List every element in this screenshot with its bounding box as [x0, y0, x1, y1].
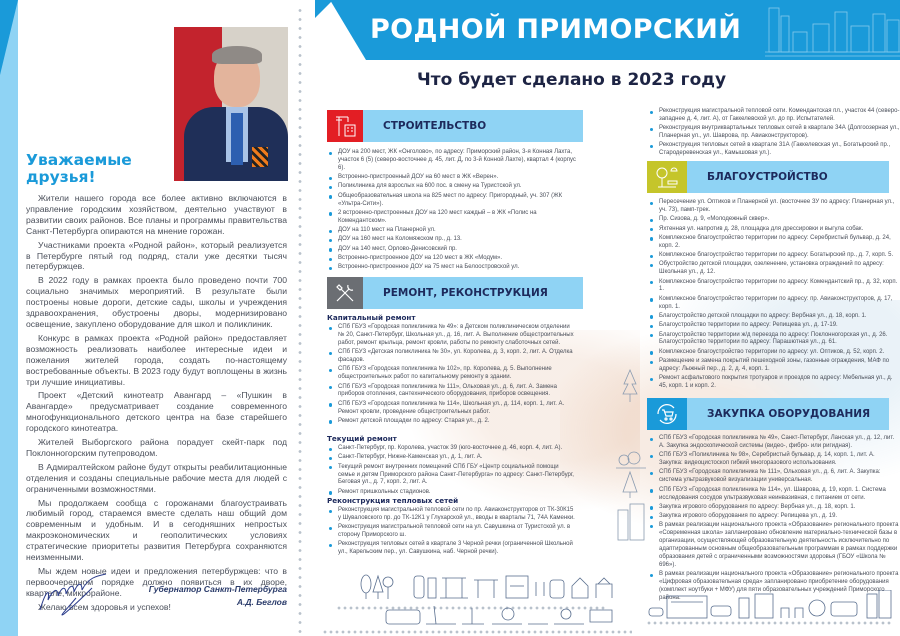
- city-street-right-icon: [645, 590, 900, 620]
- subheading-capital-repair: Капитальный ремонт: [327, 313, 416, 322]
- signature-role: Губернатор Санкт-Петербурга: [148, 584, 287, 594]
- list-item: Комплексное благоустройство территории по адресу: Богатырский пр., д. 7, корп. 5.: [648, 252, 900, 260]
- list-item: Комплексное благоустройство территории по адресу: Серебристый бульвар, д. 24, корп. 2.: [648, 235, 900, 251]
- list-item: Реконструкция тепловых сетей в квартале 31А (Гаккелевская ул., Богатырский пр., Стародеревенская ул., Камышовая ул.).: [648, 142, 900, 158]
- list-item: Реконструкция магистральной тепловой сети по пр. Авиаконструкторов от ТК-30К15 у Шуваловского пр. до ТК-12К1 у Глухарской ул., вводы в кварталы 71, 74А Каменки.: [327, 507, 577, 523]
- section-title: СТРОИТЕЛЬСТВО: [383, 120, 487, 132]
- left-stripe-accent: [0, 0, 18, 75]
- trees-buildings-icon: [610, 360, 650, 550]
- signature-name: А.Д. Беглов: [236, 597, 287, 607]
- page-title: РОДНОЙ ПРИМОРСКИЙ: [370, 14, 742, 45]
- section-header-improvement: [647, 161, 889, 193]
- list-item: СПб ГБУЗ «Городская поликлиника № 102», пр. Королева, д. 5. Выполнение общестроительных работ по капитальному ремонту в здании.: [327, 366, 577, 382]
- list-item: Поликлиника для взрослых на 600 пос. в смену на Туристской ул.: [327, 183, 577, 191]
- subheading-current-repair: Текущий ремонт: [327, 434, 397, 443]
- list-item: Встроенно-пристроенный ДОУ на 60 мест в ЖК «Верен».: [327, 174, 577, 182]
- letter-paragraph: Жителей Выборгского района порадует скейт-парк под Поклонногорским путепроводом.: [26, 437, 287, 458]
- improvement-list: [648, 199, 900, 392]
- dotted-divider: [297, 6, 303, 636]
- letter-paragraph: Участниками проекта «Родной район», который реализуется в Петербурге пятый год подряд, стали уже десятки тысяч петербуржцев.: [26, 239, 287, 272]
- list-item: Встроенно-пристроенное ДОУ на 75 мест на Белоостровской ул.: [327, 264, 577, 272]
- list-item: СПб ГБУЗ «Городская поликлиника № 111», Ольховая ул., д. 6, лит. А. Замена приборов отопления, сантехнического оборудования, приборов освещения.: [327, 384, 577, 400]
- list-item: СПб ГБУЗ «Городская поликлиника № 49», Санкт-Петербург, Ланская ул., д. 12, лит. А. Закупка эндоскопической системы (видео-, фибро- или ригидная).: [648, 435, 900, 451]
- list-item: Реконструкция магистральной тепловой сети на ул. Савушкина от Туристской ул. в сторону Приморского ш.: [327, 524, 577, 540]
- letter-paragraph: Жители нашего города все более активно включаются в управление городским хозяйством, деятельно участвуют в развитии своих районов. Все планы и программы правительства Санкт-Петербурга опираются на мнение горожан.: [26, 193, 287, 236]
- section-header-equipment: [647, 398, 889, 430]
- current-repair-list: [327, 445, 577, 498]
- page-subtitle: Что будет сделано в 2023 году: [417, 70, 727, 90]
- letter-paragraph: Мы продолжаем сообща с горожанами благоустраивать любимый город, стараемся вместе сделать наш общий дом современным и удобным. И в сегодняшних непростых макроэкономических и геополитических условиях стратегические приоритеты развития Петербурга сохраняются неизменными.: [26, 497, 287, 563]
- letter-greeting: Уважаемые друзья!: [26, 151, 132, 186]
- list-item: Комплексное благоустройство территории по адресу: ул. Оптиков, д. 52, корп. 2.: [648, 349, 900, 357]
- tree-bench-icon: [647, 161, 687, 193]
- list-item: СПб ГБУЗ «Городская поликлиника № 111», Ольховая ул., д. 6, лит. А. Закупка: система ультразвуковой визуализации универсальная.: [648, 469, 900, 485]
- heating-list-continued: [648, 108, 900, 160]
- section-title: РЕМОНТ, РЕКОНСТРУКЦИЯ: [383, 287, 548, 299]
- left-decorative-stripe: [0, 0, 18, 636]
- list-item: СПб ГБУЗ «Городская поликлиника № 114», Школьная ул., д. 114, корп. 1, лит. А. Ремонт кровли, проведение общестроительных работ.: [327, 401, 577, 417]
- list-item: Ремонт асфальтового покрытия тротуаров и проездов по адресу: Мебельная ул., д. 45, корп. 1 и корп. 2.: [648, 375, 900, 391]
- list-item: Реконструкция тепловых сетей в квартале 3 Черной речки (ограниченной Школьной ул., Карельским пер., ул. Савушкина, наб. Черной речки).: [327, 541, 577, 557]
- list-item: ДОУ на 200 мест, ЖК «Онголово», по адресу: Приморский район, 3-я Конная Лахта, участок 6 (5) (северо-восточнее д. 45, лит. Д, по 3-й Конной Лахте), квартал 4 (корпус 6).: [327, 149, 577, 173]
- governor-photo: [174, 27, 288, 181]
- list-item: ДОУ на 160 мест на Коломяжском пр., д. 13.: [327, 236, 577, 244]
- list-item: В рамках реализации национального проекта «Образование» регионального проекта «Цифровая образовательная среда» запланировано приобретение оборудования (комплект ноутбуки + МФУ) для пяти образовательных учреждений Приморского района.: [648, 571, 900, 603]
- section-title: ЗАКУПКА ОБОРУДОВАНИЯ: [707, 408, 871, 420]
- list-item: Комплексное благоустройство территории по адресу: Комендантский пр., д. 32, корп. 1.: [648, 279, 900, 295]
- subheading-heating-networks: Реконструкция тепловых сетей: [327, 496, 459, 505]
- list-item: Санкт-Петербург, Нижне-Каменская ул., д. 1, лит. А.: [327, 454, 577, 462]
- list-item: Пересечение ул. Оптиков и Планерной ул. (восточнее ЗУ по адресу: Планерная ул., уч. 73), памп-трек.: [648, 199, 900, 215]
- city-skyline-icon: [765, 4, 900, 60]
- letter-body: [26, 193, 287, 616]
- heating-list: [327, 507, 577, 559]
- list-item: Закупка игрового оборудования по адресу: Репищева ул., д. 19.: [648, 513, 900, 521]
- list-item: Размещение и замена покрытий пешеходной зоны, газонные ограждения, МАФ по адресу: Лыжный пер., д. 2, д. 4, корп. 1.: [648, 358, 900, 374]
- wrench-screwdriver-icon: [327, 277, 363, 309]
- list-item: Текущий ремонт внутренних помещений СПб ГБУ «Центр социальной помощи семье и детям Приморского района Санкт-Петербурга» по адресу: Санкт-Петербург, Беговая ул., д. 7, корп. 2, лит. А.: [327, 464, 577, 488]
- list-item: Благоустройство территории по адресу: Репищева ул., д. 17-19.: [648, 322, 900, 330]
- section-header-construction: [327, 110, 583, 142]
- letter-paragraph: Желаю всем здоровья и успехов!: [38, 601, 171, 612]
- capital-repair-list: [327, 324, 577, 427]
- list-item: Закупка игрового оборудования по адресу: Вербная ул., д. 18, корп. 1.: [648, 504, 900, 512]
- letter-paragraph: Проект «Детский кинотеатр Авангард – «Пушкин в Авангарде» предусматривает создание современного многофункционального детского центра на базе старейшего городского кинотеатра.: [26, 390, 287, 434]
- construction-crane-icon: [327, 110, 363, 142]
- list-item: ДОУ на 140 мест, Орлово-Денисовский пр.: [327, 246, 577, 254]
- section-header-repair: [327, 277, 583, 309]
- list-item: Благоустройство детской площадки по адресу: Вербная ул., д. 18, корп. 1.: [648, 313, 900, 321]
- list-item: Общеобразовательная школа на 825 мест по адресу: Пригородный, уч. 307 (ЖК «Ультра-Сити»).: [327, 193, 577, 209]
- list-item: Ремонт детской площадки по адресу: Старая ул., д. 2.: [327, 418, 577, 426]
- list-item: 2 встроенно-пристроенных ДОУ на 120 мест каждый – в ЖК «Полис на Комендантском».: [327, 210, 577, 226]
- section-title: БЛАГОУСТРОЙСТВО: [707, 171, 828, 183]
- list-item: СПб ГБУЗ «Городская поликлиника № 49»: в Детском поликлиническом отделении № 20, Санкт-Петербург, Школьная ул., д. 16, лит. А. Выполнение общестроительных работ, ремонт крыльца, ремонт кровли, работы по ремонту слаботочных сетей.: [327, 324, 577, 348]
- list-item: Пр. Сизова, д. 9, «Молодежный сквер».: [648, 216, 900, 224]
- list-item: В рамках реализации национального проекта «Образование» регионального проекта «Современная школа» запланировано обновление материально-технической базы в организации, осуществляющей образовательную деятельность исключительно по адаптированным основным общеобразовательным программам в рамках поддержки образования детей с ограниченными возможностями здоровья (ГБОУ «Школа № 696»).: [648, 522, 900, 569]
- list-item: Ремонт пришкольных стадионов.: [327, 489, 577, 497]
- list-item: ДОУ на 110 мест на Планерной ул.: [327, 227, 577, 235]
- equipment-list: [648, 435, 900, 604]
- list-item: Благоустройство территории ж/д переезда по адресу: Поклонногорская ул., д. 26. Благоустройство территории по адресу: Парашютная ул., д. 61.: [648, 332, 900, 348]
- list-item: СПб ГБУЗ «Городская поликлиника № 114», ул. Шаврова, д. 19, корп. 1. Система исследования сосудов ультразвуковая неинвазивная, с питанием от сети.: [648, 487, 900, 503]
- letter-paragraph: В 2022 году в рамках проекта было проведено почти 700 социально значимых мероприятий. В результате были построены новые дороги, детские сады, школы и учреждения здравоохранения, обустроены дворы, модернизировано освещение, закуплено оборудование для школ и поликлиник.: [26, 275, 287, 329]
- list-item: СПб ГБУЗ «Детская поликлиника № 30», ул. Королева, д. 3, корп. 2, лит. А. Отделка фасадов.: [327, 349, 577, 365]
- letter-paragraph: В Адмиралтейском районе будут открыты реабилитационные отделения и созданы специальные рабочие места для людей с ограниченными возможностями.: [26, 461, 287, 494]
- signature-icon: [36, 570, 131, 620]
- letter-paragraph: Конкурс в рамках проекта «Родной район» предоставляет возможность реализовать наиболее интересные идеи и пожелания жителей города, создать по-настоящему востребованные объекты. В 2023 году будут воплощены в жизнь три лучшие инициативы.: [26, 332, 287, 387]
- construction-list: [327, 149, 577, 274]
- shopping-cart-cycle-icon: [647, 398, 687, 430]
- list-item: Реконструкция внутриквартальных тепловых сетей в квартале 34А (Долгоозерная ул., Планерная ул., ул. Шаврова, пр. Авиаконструкторов).: [648, 125, 900, 141]
- list-item: Реконструкция магистральной тепловой сети. Комендантская пл., участок 44 (северо-западнее д. 4, лит. А), от Гаккелевской ул. до пр. Испытателей.: [648, 108, 900, 124]
- city-street-icon: [322, 566, 622, 636]
- list-item: Обустройство детской площадки, озеленение, установка ограждений по адресу: Школьная ул., д. 12.: [648, 261, 900, 277]
- list-item: Комплексное благоустройство территории по адресу: пр. Авиаконструкторов, д. 17, корп. 1.: [648, 296, 900, 312]
- letter-paragraph: Мы ждем новые идеи и предложения петербуржцев: что в первоочередном порядке должно появиться в их дворе, квартале, микрорайоне.: [26, 566, 287, 598]
- banner-corner: [315, 0, 333, 18]
- dotted-line: [646, 621, 891, 625]
- list-item: Яхтенная ул. напротив д. 28, площадка для дрессировки и выгула собак.: [648, 226, 900, 234]
- list-item: Санкт-Петербург, пр. Королева, участок 39 (юго-восточнее д. 46, корп. 4, лит. А).: [327, 445, 577, 453]
- list-item: СПб ГБУЗ «Поликлиника № 98», Серебристый бульвар, д. 14, корп. 1, лит. А. Закупка: видеоцистоскоп гибкий многоразового использования.: [648, 452, 900, 468]
- list-item: Встроенно-пристроенное ДОУ на 120 мест в ЖК «Модум».: [327, 255, 577, 263]
